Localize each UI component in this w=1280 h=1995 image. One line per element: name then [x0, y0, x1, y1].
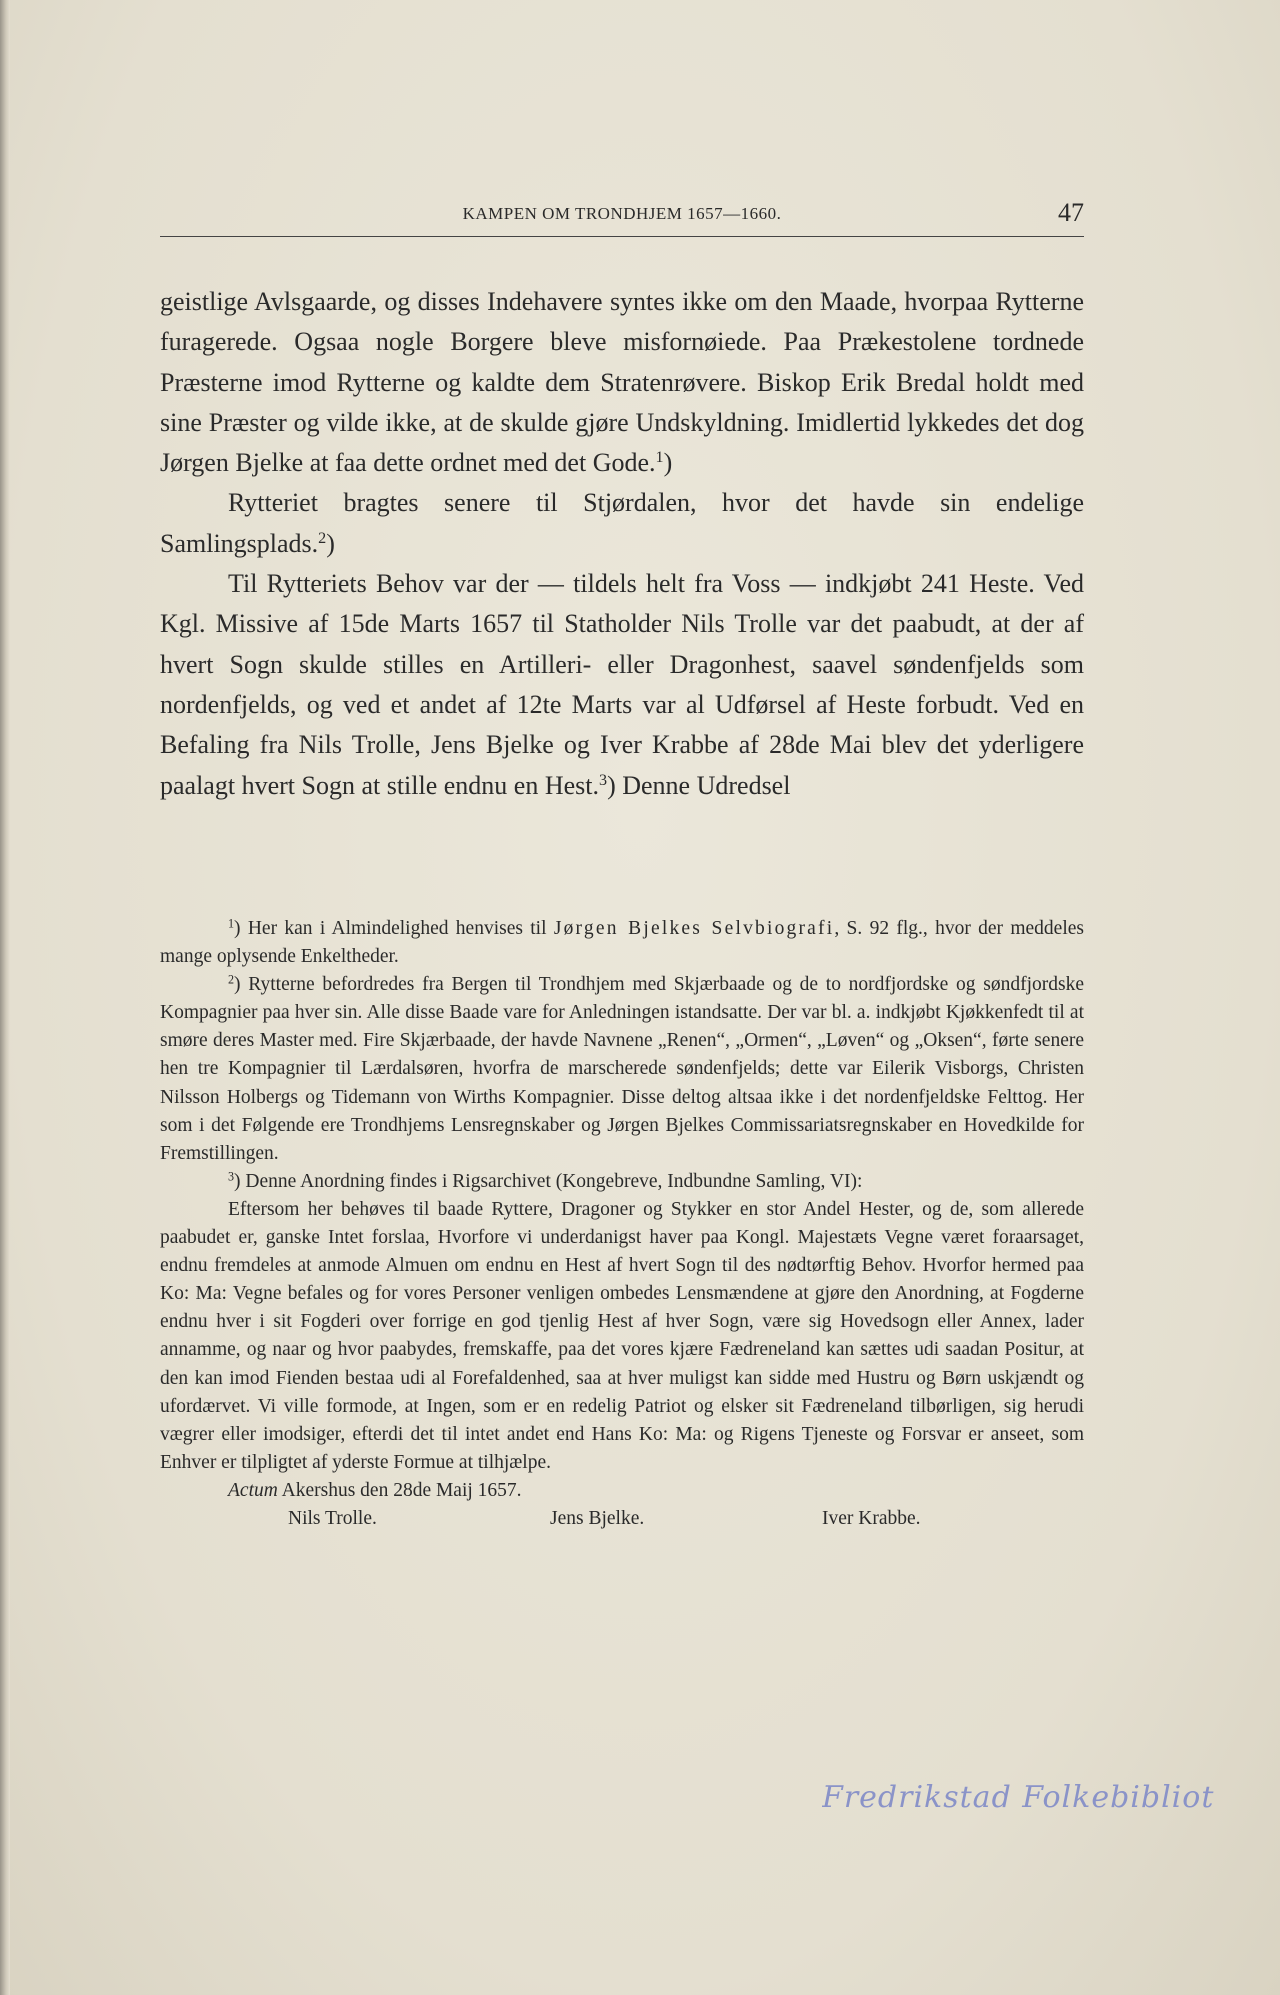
- footnote-ref-1: 1: [655, 449, 664, 467]
- page-spine-shadow: [0, 0, 10, 1995]
- paragraph-3: [160, 564, 1084, 806]
- paragraph-2-text: Rytteriet bragtes senere til Stjørdalen, hvor det havde sin endelige Samlingsplads.: [160, 488, 1084, 558]
- footnote-1: [160, 915, 1084, 971]
- main-text: [160, 282, 1084, 806]
- footnote-2-text: ) Rytterne befordredes fra Bergen til Trondhjem med Skjærbaade og de to nordfjordske og søndfjordske Kompagnier paa hver sin. Alle disse Baade vare for Anledningen istandsatte. Der var bl. a. indkjøbt Kjøkkenfedt til at smøre deres Master med. Fire Skjærbaade, der havde Navnene „Renen“, „Ormen“, „Løven“ og „Oksen“, førte senere hen tre Kompagnier til Lærdalsøren, hvorfra de marscherede søndenfjelds; dette var Eilerik Visborgs, Christen Nilsson Holbergs og Tidemann von Wirths Kompagnier. Disse deltog altsaa ikke i det nordenfjeldske Felttog. Her som i det Følgende ere Trondhjems Lensregnskaber og Jørgen Bjelkes Commissariatsregnskaber en Hovedkilde for Fremstillingen.: [160, 974, 1084, 1164]
- footnote-3: [160, 1168, 1084, 1196]
- paragraph-1: [160, 282, 1084, 483]
- footnote-1-title: Jørgen Bjelkes Selvbiografi: [553, 918, 835, 939]
- footnote-ref-2: 2: [318, 529, 327, 547]
- footnote-1-text-end: , S. 92 flg., hvor der meddeles mange oplysende Enkeltheder.: [160, 918, 1084, 968]
- footnote-1-text: ) Her kan i Almindelighed henvises til: [234, 918, 554, 939]
- signature-iver-krabbe: Iver Krabbe.: [822, 1507, 921, 1529]
- actum-line: [160, 1477, 1084, 1505]
- footnote-ref-3: 3: [599, 771, 608, 789]
- footnote-3-quote: Eftersom her behøves til baade Ryttere, Dragoner og Stykker en stor Andel Hester, og de, som allerede paabudet er, ganske Intet forslaa, Hvorfore vi underdanigst haver paa Kongl. Majestæts Vegne været foraarsaget, endnu fremdeles at anmode Almuen om endnu en Hest af hvert Sogn til des nødtørftig Behov. Hvorfor hermed paa Ko: Ma: Vegne befales og for vores Personer venligen ombedes Lensmændene at gjøre den Anordning, at Fogderne endnu hver i sit Fogderi over forrige en god tjenlig Hest af hver Sogn, være sig Hovedsogn eller Annex, lader annamme, og naar og hvor paabydes, fremskaffe, paa det vores kjære Fædreneland kan sættes udi saadan Positur, at den kan imod Fienden bestaa udi al Forefaldenhed, saa at hver muligst kan sidde med Hustru og Børn uskjændt og ufordærvet. Vi ville formode, at Ingen, som er en redelig Patriot og elsker sit Fædreneland tilbørligen, sig herudi vægrer eller imodsiger, efterdi det til intet andet end Hans Ko: Ma: og Rigens Tjeneste og Forsvar er anseet, som Enhver er tilpligtet af yderste Formue at tilhjælpe.: [160, 1198, 1084, 1473]
- signature-nils-trolle: Nils Trolle.: [288, 1507, 377, 1529]
- paragraph-3-tail: ) Denne Udredsel: [607, 770, 791, 800]
- signatures: [160, 1505, 1084, 1533]
- actum-label: Actum: [228, 1479, 278, 1501]
- actum-text: Akershus den 28de Maij 1657.: [277, 1479, 522, 1501]
- paragraph-3-text: Til Rytteriets Behov var der — tildels helt fra Voss — indkjøbt 241 Heste. Ved Kgl. Missive af 15de Marts 1657 til Statholder Nils Trolle var det paabudt, at der af hvert Sogn skulde stilles en Artilleri- eller Dragonhest, saavel søndenfjelds som nordenfjelds, og ved et andet af 12te Marts var al Udførsel af Heste forbudt. Ved en Befaling fra Nils Trolle, Jens Bjelke og Iver Krabbe af 28de Mai blev det yderligere paalagt hvert Sogn at stille endnu en Hest.: [160, 569, 1084, 800]
- footnotes: [160, 915, 1084, 1533]
- footnote-3-text: ) Denne Anordning findes i Rigsarchivet (Kongebreve, Indbundne Samling, VI):: [234, 1170, 863, 1192]
- footnote-ref-1-paren: ): [663, 448, 673, 478]
- footnote-2-marker: 2: [228, 972, 235, 987]
- footnote-3-marker: 3: [228, 1169, 235, 1184]
- page-header: [160, 196, 1084, 237]
- library-stamp: Fredrikstad Folkebibliot: [822, 1780, 1215, 1815]
- signature-jens-bjelke: Jens Bjelke.: [550, 1507, 645, 1529]
- page-number: 47: [1058, 198, 1084, 227]
- paragraph-1-text: geistlige Avlsgaarde, og disses Indehavere syntes ikke om den Maade, hvorpaa Rytterne furagerede. Ogsaa nogle Borgere bleve misfornøiede. Paa Prækestolene tordnede Præsterne imod Rytterne og kaldte dem Stratenrøvere. Biskop Erik Bredal holdt med sine Præster og vilde ikke, at de skulde gjøre Undskyldning. Imidlertid lykkedes det dog Jørgen Bjelke at faa dette ordnet med det Gode.: [160, 287, 1084, 478]
- footnote-1-marker: 1: [228, 916, 235, 931]
- running-head: KAMPEN OM TRONDHJEM 1657—1660.: [462, 204, 782, 223]
- footnote-2: [160, 971, 1084, 1168]
- footnote-ref-2-paren: ): [326, 528, 335, 558]
- paragraph-2: [160, 483, 1084, 564]
